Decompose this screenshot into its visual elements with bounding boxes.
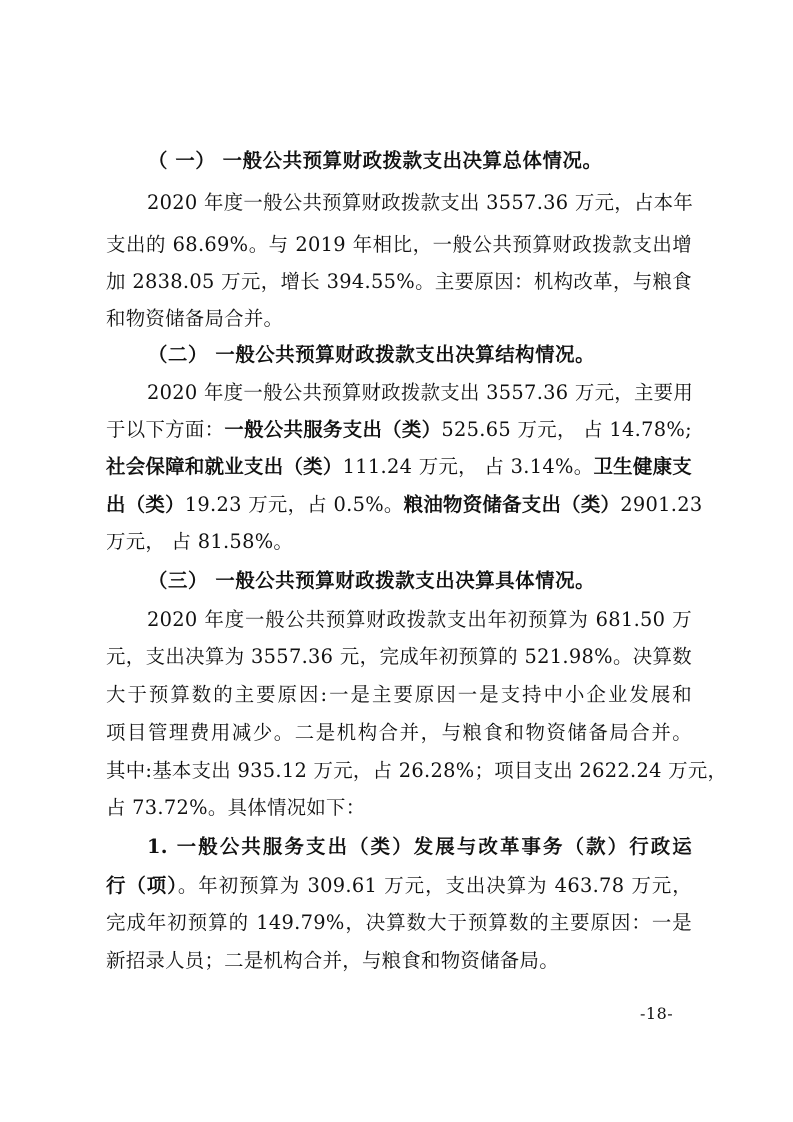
paragraph-line: 和物资储备局合并。 bbox=[106, 307, 284, 330]
paragraph-line: 其中:基本支出 935.12 万元，占 26.28%；项目支出 2622.24 万元， bbox=[106, 759, 728, 782]
category-label: 行（项） bbox=[106, 874, 178, 897]
category-label: 卫生健康支 bbox=[593, 455, 692, 478]
paragraph-line: 2020 年度一般公共预算财政拨款支出 3557.36 万元，占本年 bbox=[147, 191, 694, 214]
section-heading-3: （三） 一般公共预算财政拨款支出决算具体情况。 bbox=[148, 569, 596, 592]
paragraph-line: 2020 年度一般公共预算财政拨款支出 3557.36 万元，主要用 bbox=[147, 381, 694, 404]
text-segment: 525.65 万元， 占 14.78%; bbox=[441, 418, 692, 441]
paragraph-line bbox=[106, 871, 692, 901]
paragraph-line: 占 73.72%。具体情况如下： bbox=[106, 796, 366, 819]
category-label: 粮油物资储备支出（类） bbox=[403, 493, 621, 516]
paragraph-line: 完成年初预算的 149.79%，决算数大于预算数的主要原因：一是 bbox=[106, 911, 692, 934]
category-label: 一般公共服务支出（类） bbox=[224, 418, 442, 441]
paragraph-line bbox=[106, 452, 692, 482]
category-label: 社会保障和就业支出（类） bbox=[106, 455, 343, 478]
paragraph-line bbox=[106, 415, 692, 445]
item-heading-1: 1. 一般公共服务支出（类）发展与改革事务（款）行政运 bbox=[147, 835, 692, 858]
text-segment: 19.23 万元，占 0.5%。 bbox=[184, 493, 404, 516]
page-number: -18- bbox=[640, 1004, 674, 1023]
paragraph-line: 万元， 占 81.58%。 bbox=[106, 530, 294, 553]
text-segment: 。年初预算为 309.61 万元，支出决算为 463.78 万元， bbox=[177, 874, 692, 897]
paragraph-line: 加 2838.05 万元，增长 394.55%。主要原因：机构改革，与粮食 bbox=[106, 270, 692, 293]
text-segment: 2901.23 bbox=[620, 493, 703, 516]
text-segment: 111.24 万元， 占 3.14%。 bbox=[342, 455, 594, 478]
paragraph-line: 支出的 68.69%。与 2019 年相比，一般公共预算财政拨款支出增 bbox=[106, 233, 692, 256]
paragraph-line: 项目管理费用减少。二是机构合并，与粮食和物资储备局合并。 bbox=[106, 721, 692, 744]
paragraph-line: 新招录人员；二是机构合并，与粮食和物资储备局。 bbox=[106, 949, 559, 972]
section-heading-2: （二） 一般公共预算财政拨款支出决算结构情况。 bbox=[148, 343, 596, 366]
text-segment: 于以下方面： bbox=[106, 418, 225, 441]
paragraph-line: 2020 年度一般公共预算财政拨款支出年初预算为 681.50 万 bbox=[147, 608, 692, 631]
paragraph-line bbox=[106, 490, 703, 520]
paragraph-line: 元，支出决算为 3557.36 元，完成年初预算的 521.98%。决算数 bbox=[106, 645, 692, 668]
paragraph-line: 大于预算数的主要原因:一是主要原因一是支持中小企业发展和 bbox=[106, 683, 692, 706]
category-label: 出（类） bbox=[106, 493, 185, 516]
section-heading-1: （ 一） 一般公共预算财政拨款支出决算总体情况。 bbox=[148, 149, 603, 172]
